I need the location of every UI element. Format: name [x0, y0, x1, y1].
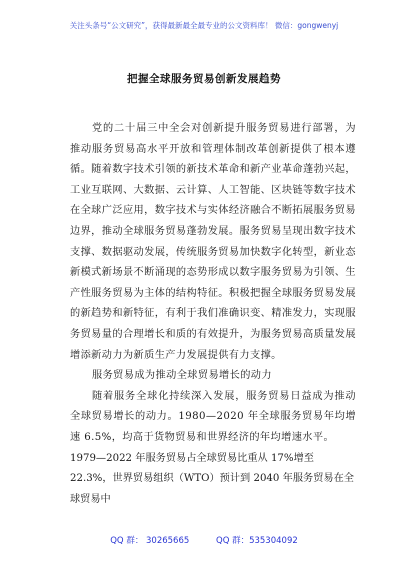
document-body — [70, 119, 356, 510]
footer-qq-group-2: QQ 群：535304092 — [216, 536, 298, 546]
page-header-banner: 关注头条号“公文研究”，获得最新最全最专业的公文资料库！ 微信：gongwenyj — [69, 21, 339, 30]
footer-qq-group-1: QQ 群： 30265665 — [110, 536, 190, 546]
document-title: 把握全球服务贸易创新发展趋势 — [127, 73, 281, 85]
page-footer — [0, 534, 408, 546]
section-heading: 服务贸易成为推动全球贸易增长的动力 — [92, 370, 272, 382]
body-paragraph-1: 党的二十届三中全会对创新提升服务贸易进行部署，为推动服务贸易高水平开放和管理体制改革创新提供了根本遵循。随着数字技术引领的新技术革命和新产业革命蓬勃兴起，工业互联网、大数据、云计算、人工智能、区块链等数字技术在全球广泛应用，数字技术与实体经济融合不断拓展服务贸易边界，推动全球服务贸易蓬勃发展。服务贸易呈现出数字技术支撑、数据驱动发展，传统服务贸易加快数字化转型，新业态新模式新场景不断涌现的态势形成以数字服务贸易为引领、生产性服务贸易为主体的结构特征。积极把握全球服务贸易发展的新趋势和新特征，有利于我们准确识变、精准发力，实现服务贸易量的合理增长和质的有效提升，为服务贸易高质量发展增添新动力为新质生产力发展提供有力支撑。 — [70, 123, 356, 361]
body-paragraph-continued: 1979—2022 年服务贸易占全球贸易比重从 17%增至 22.3%，世界贸易组织（WTO）预计到 2040 年服务贸易在全球贸易中 — [70, 452, 354, 505]
body-paragraph-2: 随着服务全球化持续深入发展，服务贸易日益成为推动全球贸易增长的动力。1980—2020 年全球服务贸易年均增速 6.5%，均高于货物贸易和世界经济的年均增速水平。 — [70, 390, 356, 443]
